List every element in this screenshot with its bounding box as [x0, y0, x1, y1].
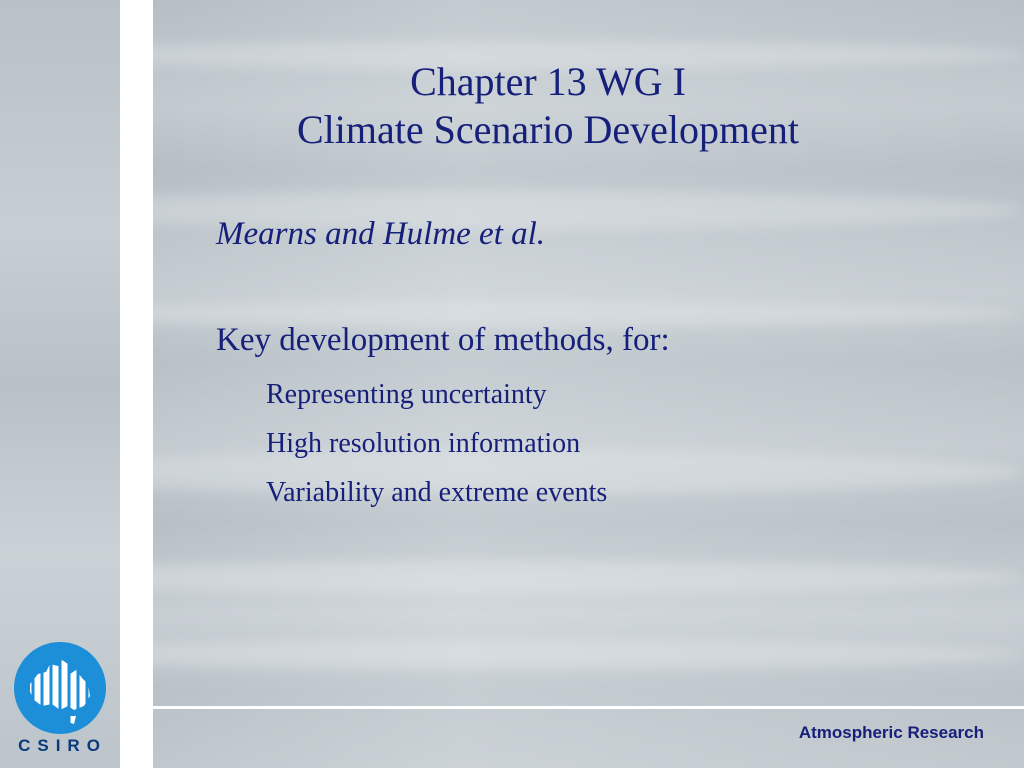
title-line-2: Climate Scenario Development: [296, 107, 800, 152]
csiro-globe-icon: [12, 640, 108, 736]
bullet-list: [266, 376, 607, 523]
list-item: Variability and extreme events: [266, 477, 608, 508]
csiro-logo: [12, 640, 108, 764]
vertical-divider: [120, 0, 153, 768]
footer-divider: [153, 706, 1024, 709]
logo-text: CSIRO: [18, 736, 107, 755]
cloud-streak: [0, 560, 1024, 594]
key-heading: Key development of methods, for:: [216, 322, 670, 358]
cloud-streak: [0, 640, 1024, 670]
title-line-1: Chapter 13 WG I: [410, 59, 686, 104]
list-item: High resolution information: [266, 428, 581, 459]
list-item: Representing uncertainty: [266, 379, 547, 410]
authors: Mearns and Hulme et al.: [216, 216, 546, 252]
footer-text: Atmospheric Research: [798, 723, 984, 742]
slide-title: [153, 58, 943, 154]
